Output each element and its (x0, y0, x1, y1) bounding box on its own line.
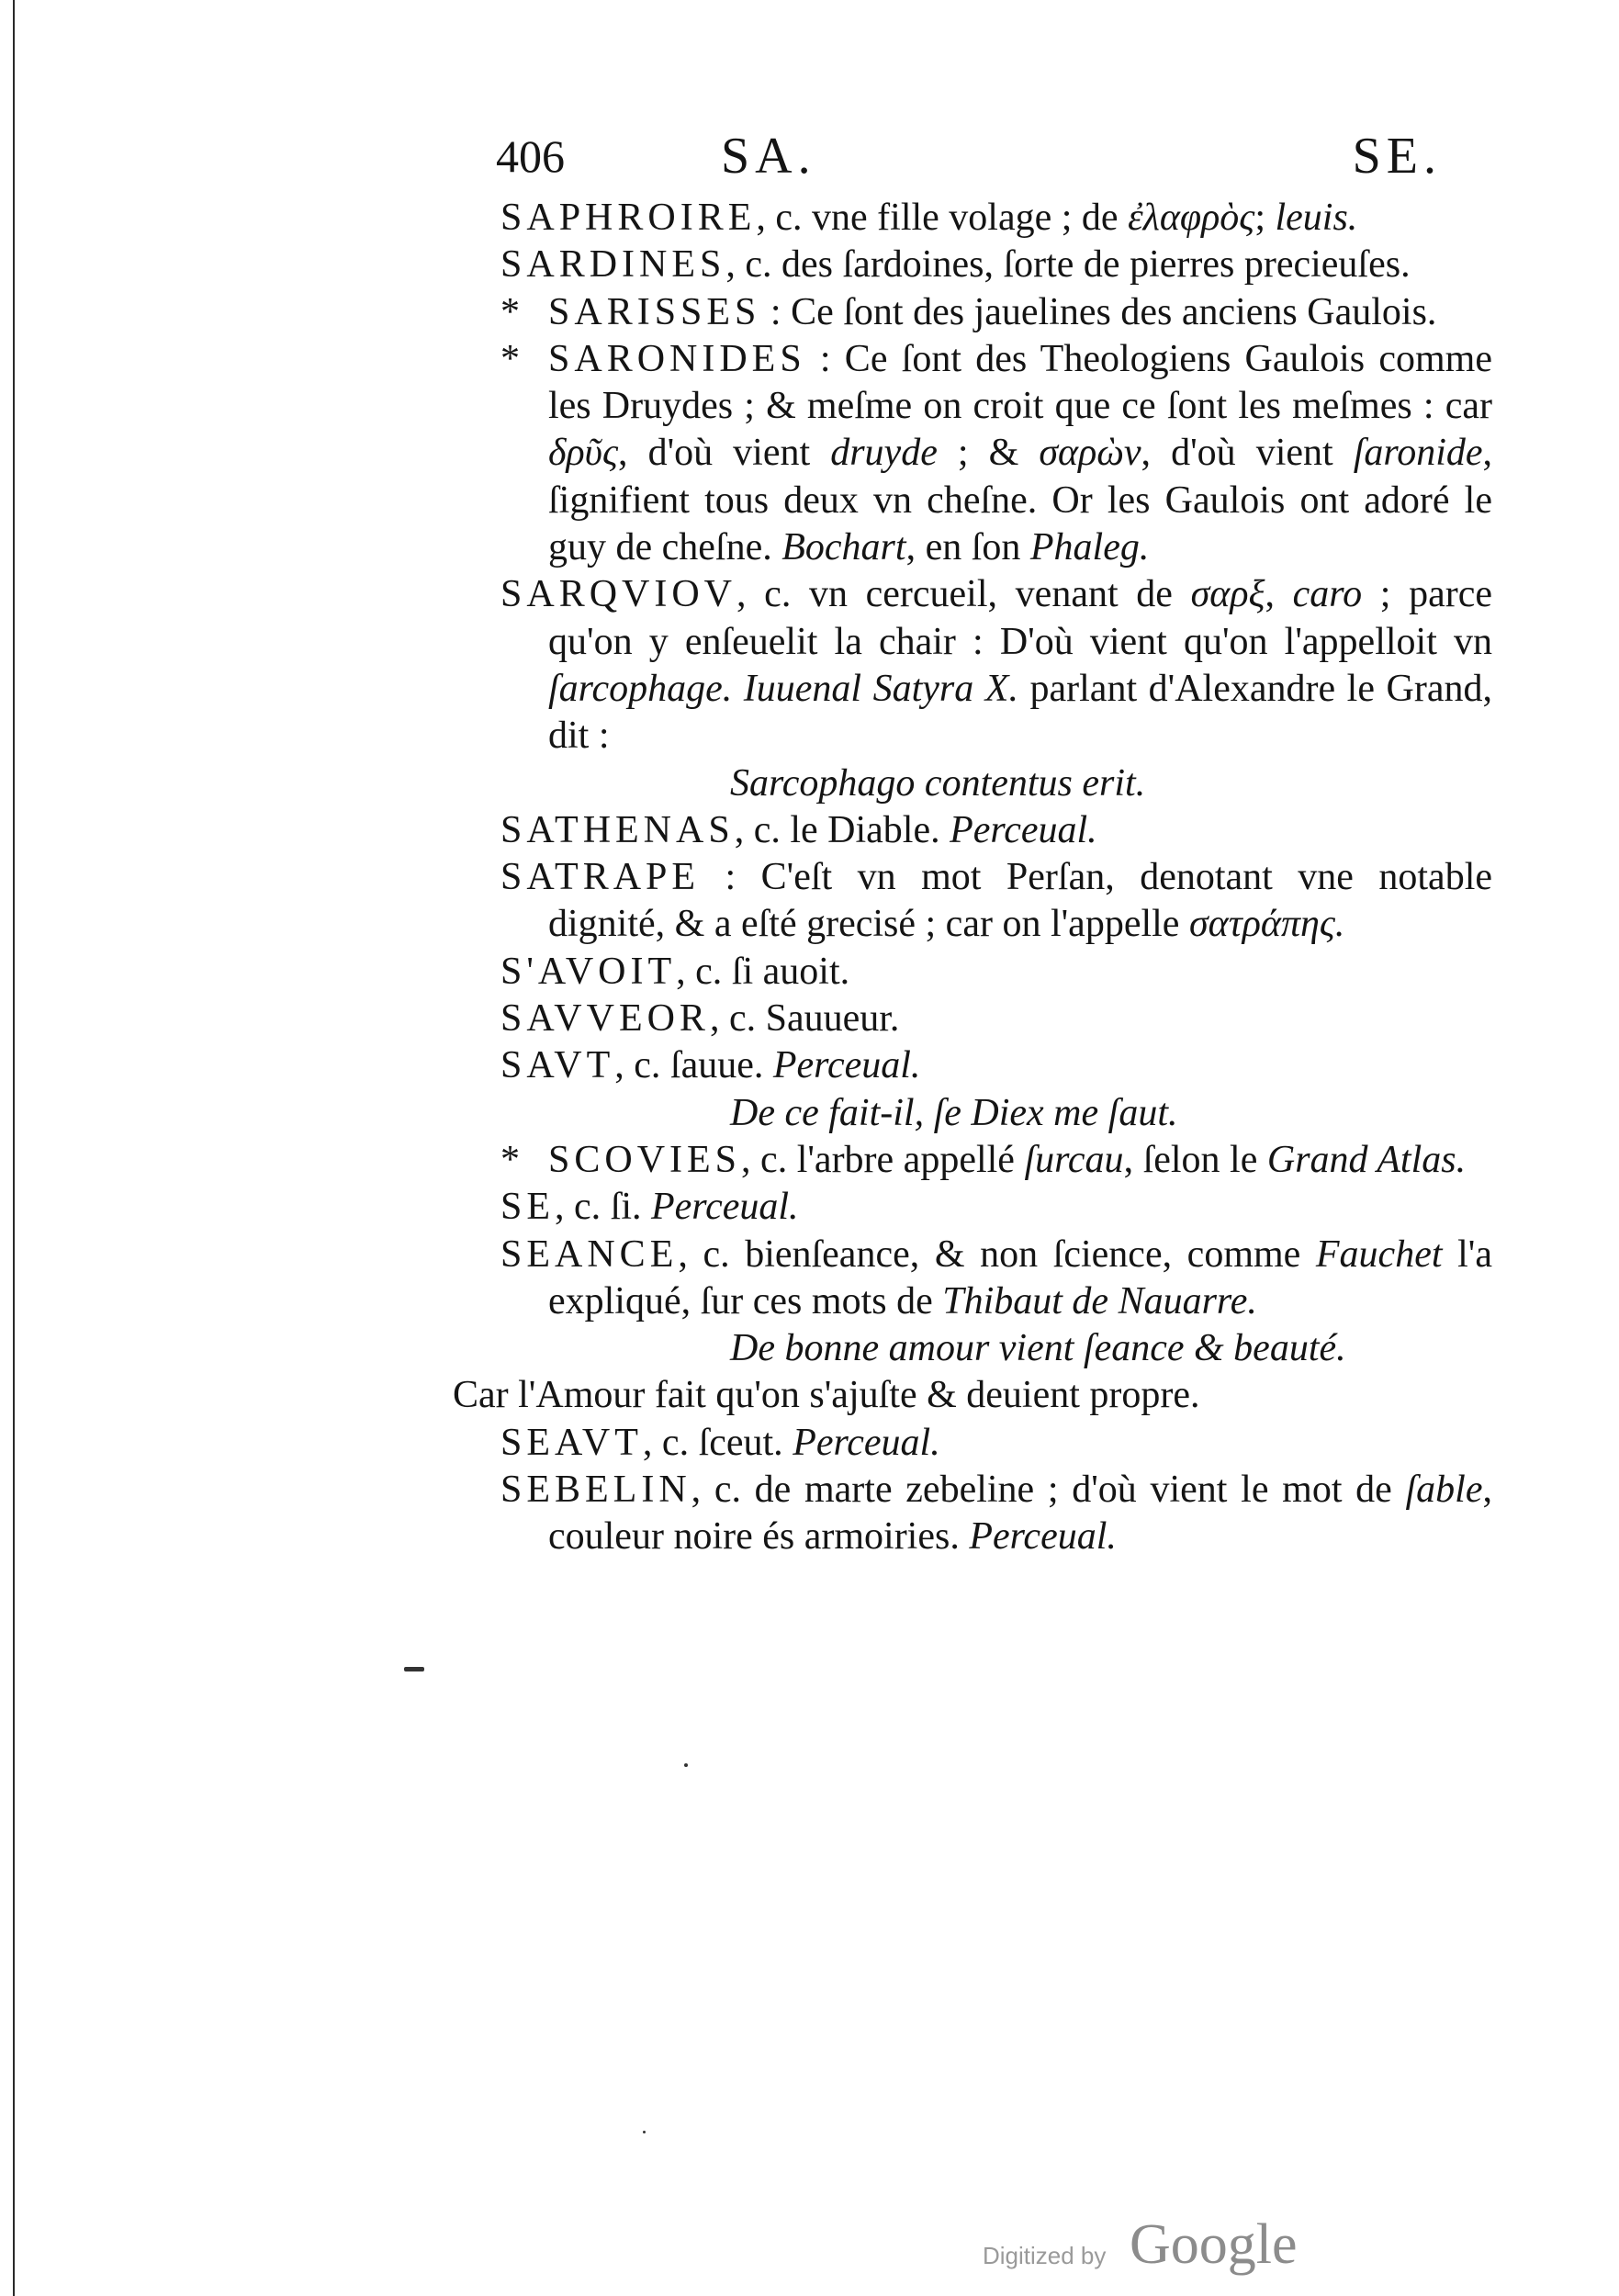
headword: SARQVIOV (500, 573, 737, 616)
italic-text: ſarcophage. Iuuenal Satyra X. (548, 667, 1018, 710)
dictionary-entry (500, 1467, 1492, 1561)
headword: SARISSES (548, 290, 761, 333)
headword: SATRAPE (500, 856, 701, 899)
headword: SARONIDES (548, 337, 806, 380)
entry-text: ; parce qu'on y enſeuelit la chair : D'où vient qu'on l'appelloit vn (548, 573, 1492, 663)
italic-text: Thibaut de Nauarre. (942, 1279, 1257, 1322)
entry-text: ; & (937, 432, 1040, 475)
entry-text: , c. ſauue. (614, 1044, 773, 1087)
dictionary-entry (500, 1420, 1492, 1467)
entry-text: l'a expliqué, ſur ces mots de (548, 1232, 1492, 1322)
dictionary-entry (500, 1042, 1492, 1089)
entry-text: ; (1254, 197, 1276, 239)
dictionary-entry (500, 571, 1492, 760)
dictionary-entries (453, 195, 1492, 1561)
page-number: 406 (496, 130, 565, 182)
headword: S'AVOIT (500, 950, 677, 993)
dictionary-entry (500, 996, 1492, 1042)
entry-text: , c. vne fille volage ; de (756, 197, 1129, 239)
italic-text: Phaleg. (1029, 526, 1150, 569)
entry-text: parlant d'Alexandre le Grand, dit : (548, 667, 1492, 758)
italic-text: Bochart (781, 526, 906, 569)
dictionary-entry (500, 1184, 1492, 1231)
entry-text: , d'où vient (1141, 432, 1354, 475)
italic-text: caro (1292, 573, 1363, 616)
headword: SEBELIN (500, 1469, 691, 1512)
headword: SAVVEOR (500, 997, 710, 1041)
quotation-line: De bonne amour vient ſeance & beauté. (730, 1327, 1346, 1370)
dictionary-entry (500, 289, 1492, 336)
entry-text: , c. ſceut. (642, 1421, 793, 1464)
headword: SE (500, 1186, 556, 1229)
headword: SAVT (500, 1044, 615, 1087)
italic-text: Perceual. (969, 1515, 1117, 1559)
entry-text: , c. le Diable. (734, 808, 950, 851)
italic-text: druyde (830, 432, 938, 475)
dictionary-entry (500, 1137, 1492, 1184)
headword: SAPHROIRE (500, 197, 757, 239)
entry-marker: * (500, 290, 520, 333)
quotation-line: De ce fait-il, ſe Diex me ſaut. (730, 1091, 1178, 1134)
italic-text: ſaronide (1353, 432, 1483, 475)
italic-text: σαρξ (1190, 573, 1265, 616)
verse-line: Car l'Amour fait qu'on s'ajuſte & deuient propre. (453, 1374, 1200, 1417)
entry-text: , c. Sauueur. (709, 997, 900, 1041)
headword: SATHENAS (500, 808, 735, 851)
entry-text: , c. de marte zebeline ; d'où vient le mot de (691, 1469, 1406, 1512)
entry-text: , c. vn cercueil, venant de (736, 573, 1191, 616)
print-mark (404, 1667, 424, 1671)
dictionary-entry (500, 854, 1492, 949)
italic-text: ſurcau (1024, 1138, 1124, 1181)
entry-marker: * (500, 337, 520, 380)
dictionary-entry (500, 807, 1492, 854)
italic-text: ἐλαφρὸς (1128, 197, 1255, 239)
right-running-head: SE. (1352, 128, 1442, 185)
italic-text: Perceual. (793, 1421, 940, 1464)
running-header (496, 119, 1460, 193)
italic-text: leuis. (1275, 197, 1358, 239)
entry-text: , c. bienſeance, & non ſcience, comme (678, 1232, 1316, 1276)
print-speck (684, 1763, 688, 1767)
entry-text: , d'où vient (618, 432, 831, 475)
italic-text: σαρὼν (1039, 432, 1141, 475)
headword: SCOVIES (548, 1138, 742, 1181)
print-speck (643, 2131, 646, 2133)
headword: SEANCE (500, 1232, 679, 1276)
dictionary-entry (500, 1232, 1492, 1326)
italic-text: σατράπης. (1188, 903, 1345, 946)
headword: SEAVT (500, 1421, 643, 1464)
dictionary-entry (500, 949, 1492, 996)
entry-text: , c. ſi. (555, 1186, 651, 1229)
entry-text: , c. l'arbre appellé (741, 1138, 1025, 1181)
italic-text: Perceual. (651, 1186, 799, 1229)
dictionary-entry (500, 336, 1492, 571)
quotation-line: Sarcophago contentus erit. (730, 761, 1146, 805)
page-edge-rule (13, 0, 15, 2296)
entry-text: : Ce ſont des Theologiens Gaulois comme les Druydes ; & meſme on croit que ce ſont les meſmes : car (548, 337, 1492, 428)
entry-text: , (1265, 573, 1293, 616)
entry-marker: * (500, 1138, 520, 1181)
italic-text: Perceual. (950, 808, 1097, 851)
italic-text: Perceual. (772, 1044, 921, 1087)
dictionary-entry (500, 242, 1492, 288)
italic-text: Grand Atlas. (1266, 1138, 1467, 1181)
entry-text: : Ce ſont des jauelines des anciens Gaulois. (760, 290, 1437, 333)
headword: SARDINES (500, 243, 726, 287)
left-running-head: SA. (721, 128, 816, 185)
italic-text: Fauchet (1315, 1232, 1443, 1276)
italic-text: δρῦς (548, 432, 619, 475)
google-logo: Google (1130, 2213, 1298, 2276)
entry-text: : C'eſt vn mot Perſan, denotant vne notable dignité, & a eſté grecisé ; car on l'appelle (548, 856, 1492, 946)
dictionary-entry (500, 195, 1492, 242)
entry-text: , en ſon (905, 526, 1030, 569)
digitized-by-google-watermark (983, 2213, 1405, 2278)
entry-text: , couleur noire és armoiries. (548, 1469, 1492, 1559)
digitized-by-label: Digitized by (983, 2242, 1107, 2269)
entry-text: , c. ſi auoit. (676, 950, 850, 993)
entry-text: , ſelon le (1123, 1138, 1267, 1181)
italic-text: ſable (1405, 1469, 1483, 1512)
entry-text: , c. des ſardoines, ſorte de pierres precieuſes. (725, 243, 1411, 287)
entry-text: , ſignifient tous deux vn cheſne. Or les Gaulois ont adoré le guy de cheſne. (548, 432, 1492, 569)
